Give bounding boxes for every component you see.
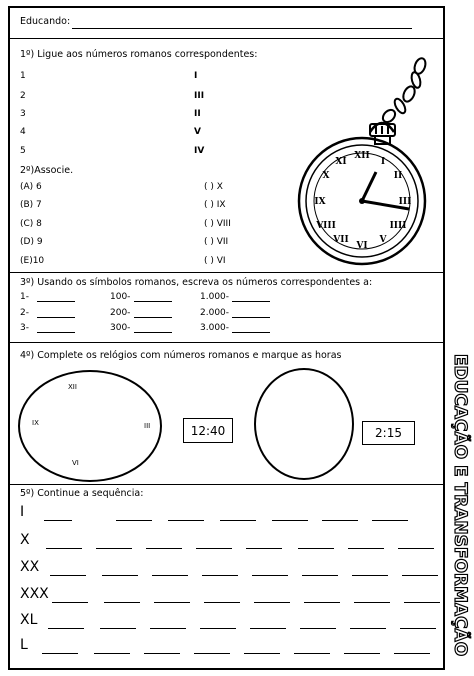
sequence-answer-line[interactable] bbox=[304, 602, 340, 603]
q2-left-a: (A) 6 bbox=[20, 182, 42, 192]
sequence-answer-line[interactable] bbox=[202, 575, 238, 576]
q3-item-2000: 2.000- bbox=[200, 308, 230, 318]
clock1-numeral-iii: III bbox=[144, 422, 151, 430]
q1-right-5: IV bbox=[194, 146, 205, 156]
q3-item-1000: 1.000- bbox=[200, 292, 230, 302]
q2-left-e: (E)10 bbox=[20, 256, 45, 266]
sequence-answer-line[interactable] bbox=[298, 548, 334, 549]
q3-answer-line[interactable] bbox=[134, 301, 172, 302]
q1-right-2: III bbox=[194, 91, 205, 101]
sequence-answer-line[interactable] bbox=[168, 520, 204, 521]
q1-left-1: 1 bbox=[20, 71, 26, 81]
q1-title: 1º) Ligue aos números romanos correspondentes: bbox=[20, 49, 258, 60]
sequence-answer-line[interactable] bbox=[402, 575, 438, 576]
sequence-answer-line[interactable] bbox=[272, 520, 308, 521]
q4-title: 4º) Complete os relógios com números romanos e marque as horas bbox=[20, 350, 342, 361]
sequence-answer-line[interactable] bbox=[102, 575, 138, 576]
q1-right-1: I bbox=[194, 71, 198, 81]
watch-numeral-11: XI bbox=[335, 157, 347, 167]
watch-numeral-2: II bbox=[393, 171, 403, 181]
sequence-answer-line[interactable] bbox=[400, 628, 436, 629]
q2-right-1[interactable]: ( ) X bbox=[204, 182, 223, 192]
sequence-answer-line[interactable] bbox=[144, 653, 180, 654]
sequence-answer-line[interactable] bbox=[50, 575, 86, 576]
q2-right-3[interactable]: ( ) VIII bbox=[204, 219, 231, 229]
q3-item-300: 300- bbox=[110, 323, 131, 333]
sequence-answer-line[interactable] bbox=[254, 602, 290, 603]
watch-numeral-3: III bbox=[398, 197, 412, 207]
q3-item-3: 3- bbox=[20, 323, 29, 333]
sequence-answer-line[interactable] bbox=[94, 653, 130, 654]
sequence-answer-line[interactable] bbox=[294, 653, 330, 654]
sequence-row-label: L bbox=[20, 637, 28, 653]
time-box-1: 12:40 bbox=[183, 418, 233, 443]
separator bbox=[8, 38, 445, 39]
pocket-watch-illustration bbox=[282, 54, 440, 269]
watch-numeral-10: X bbox=[322, 171, 330, 181]
watch-numeral-6: VI bbox=[356, 241, 368, 251]
q2-left-c: (C) 8 bbox=[20, 219, 42, 229]
sequence-answer-line[interactable] bbox=[46, 548, 82, 549]
watch-numeral-8: VIII bbox=[316, 221, 336, 231]
side-brand-label: EDUCAÇÃO E TRANSFORMAÇÃO bbox=[450, 353, 470, 657]
side-brand-text bbox=[446, 340, 474, 670]
sequence-answer-line[interactable] bbox=[146, 548, 182, 549]
sequence-answer-line[interactable] bbox=[152, 575, 188, 576]
sequence-row-label: I bbox=[20, 504, 25, 520]
sequence-answer-line[interactable] bbox=[204, 602, 240, 603]
watch-numeral-9: IX bbox=[314, 197, 326, 207]
q3-answer-line[interactable] bbox=[232, 317, 270, 318]
sequence-answer-line[interactable] bbox=[154, 602, 190, 603]
watch-numeral-7: VII bbox=[333, 235, 349, 245]
sequence-answer-line[interactable] bbox=[348, 548, 384, 549]
q2-right-2[interactable]: ( ) IX bbox=[204, 200, 226, 210]
sequence-answer-line[interactable] bbox=[352, 575, 388, 576]
sequence-answer-line[interactable] bbox=[244, 653, 280, 654]
sequence-answer-line[interactable] bbox=[398, 548, 434, 549]
separator bbox=[8, 272, 445, 273]
sequence-answer-line[interactable] bbox=[150, 628, 186, 629]
sequence-answer-line[interactable] bbox=[104, 602, 140, 603]
q3-title: 3º) Usando os símbolos romanos, escreva os números correspondentes a: bbox=[20, 277, 373, 288]
sequence-answer-line[interactable] bbox=[100, 628, 136, 629]
sequence-answer-line[interactable] bbox=[404, 602, 440, 603]
q2-left-d: (D) 9 bbox=[20, 237, 43, 247]
sequence-row-label: XX bbox=[20, 559, 40, 575]
time-box-2: 2:15 bbox=[362, 421, 415, 445]
q2-title: 2º)Associe. bbox=[20, 165, 74, 176]
q1-right-3: II bbox=[194, 109, 201, 119]
q1-left-5: 5 bbox=[20, 146, 26, 156]
q1-left-3: 3 bbox=[20, 109, 26, 119]
q1-right-4: V bbox=[194, 127, 201, 137]
q2-right-5[interactable]: ( ) VI bbox=[204, 256, 226, 266]
sequence-answer-line[interactable] bbox=[372, 520, 408, 521]
sequence-answer-line[interactable] bbox=[354, 602, 390, 603]
watch-numeral-4: IIII bbox=[389, 221, 407, 231]
sequence-answer-line[interactable] bbox=[52, 602, 88, 603]
q2-left-b: (B) 7 bbox=[20, 200, 42, 210]
q3-item-3000: 3.000- bbox=[200, 323, 230, 333]
sequence-answer-line[interactable] bbox=[350, 628, 386, 629]
q3-item-200: 200- bbox=[110, 308, 131, 318]
sequence-answer-line[interactable] bbox=[96, 548, 132, 549]
q1-left-2: 2 bbox=[20, 91, 26, 101]
student-name-label: Educando: bbox=[20, 16, 71, 27]
clock1-numeral-xii: XII bbox=[68, 383, 77, 391]
q3-answer-line[interactable] bbox=[37, 301, 75, 302]
sequence-answer-line[interactable] bbox=[44, 520, 72, 521]
q3-answer-line[interactable] bbox=[37, 317, 75, 318]
sequence-answer-line[interactable] bbox=[246, 548, 282, 549]
sequence-answer-line[interactable] bbox=[48, 628, 84, 629]
sequence-answer-line[interactable] bbox=[344, 653, 380, 654]
sequence-answer-line[interactable] bbox=[194, 653, 230, 654]
sequence-answer-line[interactable] bbox=[300, 628, 336, 629]
separator bbox=[8, 484, 445, 485]
clock-face-1[interactable] bbox=[18, 370, 162, 482]
student-name-line[interactable] bbox=[72, 28, 412, 29]
clock-face-2[interactable] bbox=[254, 368, 354, 480]
q1-left-4: 4 bbox=[20, 127, 26, 137]
q3-answer-line[interactable] bbox=[134, 332, 172, 333]
sequence-answer-line[interactable] bbox=[200, 628, 236, 629]
clock1-numeral-vi: VI bbox=[72, 459, 79, 467]
sequence-answer-line[interactable] bbox=[116, 520, 152, 521]
clock1-numeral-ix: IX bbox=[32, 419, 39, 427]
q3-item-100: 100- bbox=[110, 292, 131, 302]
sequence-row-label: XXX bbox=[20, 586, 49, 602]
sequence-answer-line[interactable] bbox=[302, 575, 338, 576]
q3-answer-line[interactable] bbox=[232, 332, 270, 333]
sequence-answer-line[interactable] bbox=[394, 653, 430, 654]
q2-right-4[interactable]: ( ) VII bbox=[204, 237, 229, 247]
q3-item-2: 2- bbox=[20, 308, 29, 318]
watch-numeral-12: XII bbox=[354, 151, 370, 161]
sequence-answer-line[interactable] bbox=[220, 520, 256, 521]
q5-title: 5º) Continue a sequência: bbox=[20, 488, 144, 499]
sequence-answer-line[interactable] bbox=[196, 548, 232, 549]
sequence-answer-line[interactable] bbox=[42, 653, 78, 654]
q3-answer-line[interactable] bbox=[37, 332, 75, 333]
sequence-answer-line[interactable] bbox=[252, 575, 288, 576]
q3-answer-line[interactable] bbox=[232, 301, 270, 302]
separator bbox=[8, 342, 445, 343]
sequence-answer-line[interactable] bbox=[322, 520, 358, 521]
q3-item-1: 1- bbox=[20, 292, 29, 302]
sequence-row-label: X bbox=[20, 532, 30, 548]
watch-numeral-5: V bbox=[379, 235, 387, 245]
watch-numeral-1: I bbox=[380, 157, 386, 167]
sequence-row-label: XL bbox=[20, 612, 38, 628]
q3-answer-line[interactable] bbox=[134, 317, 172, 318]
sequence-answer-line[interactable] bbox=[250, 628, 286, 629]
